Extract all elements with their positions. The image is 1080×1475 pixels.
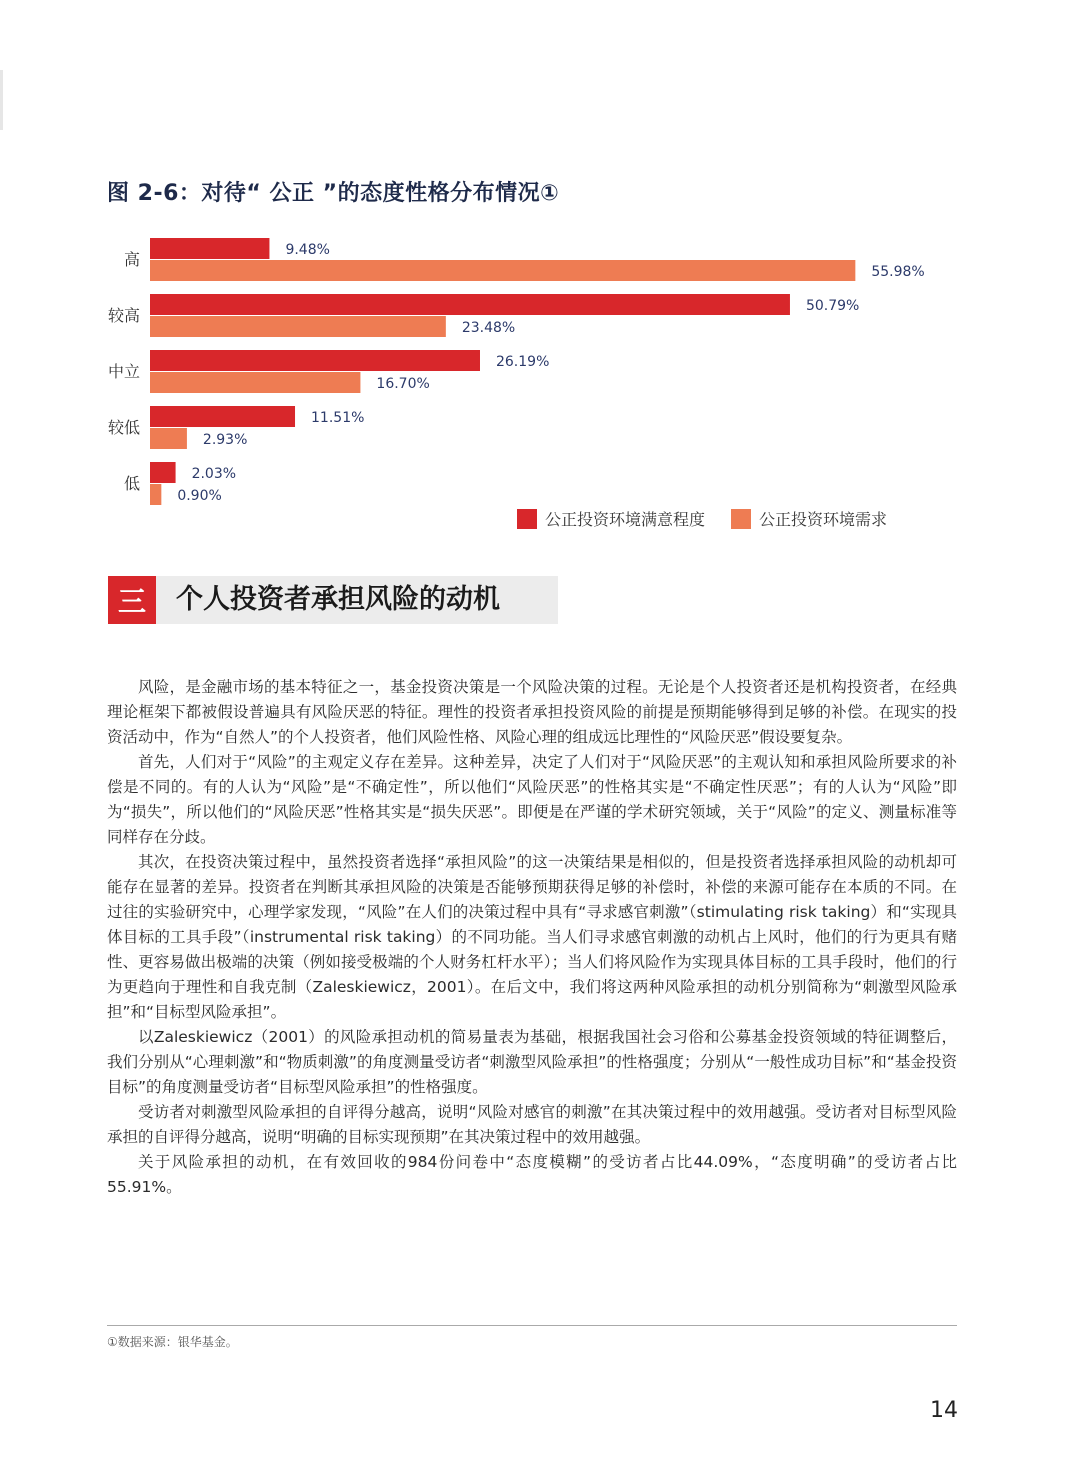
data-label: 2.93% (202, 432, 248, 448)
bar-satisfaction (150, 350, 480, 371)
footnote-divider (107, 1325, 957, 1326)
data-label: 26.19% (495, 354, 550, 370)
paragraph: 关于风险承担的动机，在有效回收的984份问卷中“态度模糊”的受访者占比44.09%，“态度明确”的受访者占比55.91%。 (107, 1153, 957, 1196)
category-label: 中立 (107, 362, 140, 381)
body-text (107, 675, 957, 1200)
footnote: ①数据来源：银华基金。 (107, 1335, 238, 1349)
paragraph: 风险，是金融市场的基本特征之一，基金投资决策是一个风险决策的过程。无论是个人投资者还是机构投资者，在经典理论框架下都被假设普遍具有风险厌恶的特征。理性的投资者承担投资风险的前提是预期能够得到足够的补偿。在现实的投资活动中，作为“自然人”的个人投资者，他们风险性格、风险心理的组成远比理性的“风险厌恶”假设要复杂。 (107, 678, 957, 746)
data-label: 16.70% (376, 376, 430, 392)
paragraph: 首先，人们对于“风险”的主观定义存在差异。这种差异，决定了人们对于“风险厌恶”的主观认知和承担风险所要求的补偿是不同的。有的人认为“风险”是“不确定性”，所以他们“风险厌恶”的性格其实是“不确定性厌恶”；有的人认为“风险”即为“损失”，所以他们的“风险厌恶”性格其实是“损失厌恶”。即便是在严谨的学术研究领域，关于“风险”的定义、测量标准等同样存在分歧。 (107, 753, 957, 846)
bar-satisfaction (150, 462, 176, 483)
category-label: 高 (123, 250, 140, 269)
paragraph: 受访者对刺激型风险承担的自评得分越高，说明“风险对感官的刺激”在其决策过程中的效用越强。受访者对目标型风险承担的自评得分越高，说明“明确的目标实现预期”在其决策过程中的效用越强。 (107, 1103, 957, 1146)
legend-label-demand: 公正投资环境需求 (759, 510, 888, 529)
legend-item-satisfaction (517, 507, 705, 530)
bar-demand (150, 372, 360, 393)
legend-swatch-demand (731, 509, 751, 529)
data-label: 11.51% (311, 410, 365, 426)
page-number: 14 (930, 1398, 958, 1423)
data-label: 0.90% (177, 488, 222, 504)
data-label: 50.79% (805, 298, 860, 314)
section-header (108, 576, 558, 624)
bar-chart (100, 230, 950, 505)
bar-satisfaction (150, 238, 269, 259)
chart-legend (517, 507, 913, 530)
category-label: 较高 (107, 306, 140, 325)
data-label: 2.03% (191, 466, 237, 482)
legend-swatch-satisfaction (517, 509, 537, 529)
data-label: 23.48% (461, 320, 516, 336)
section-title: 个人投资者承担风险的动机 (176, 584, 500, 615)
figure-title: 图 2-6：对待“ 公正 ”的态度性格分布情况① (107, 181, 560, 206)
bar-demand (150, 260, 855, 281)
page-edge-mark (0, 70, 3, 130)
bar-satisfaction (150, 294, 790, 315)
legend-label-satisfaction: 公正投资环境满意程度 (545, 510, 706, 529)
data-label: 55.98% (871, 264, 925, 280)
paragraph: 以Zaleskiewicz（2001）的风险承担动机的简易量表为基础，根据我国社会习俗和公募基金投资领域的特征调整后，我们分别从“心理刺激”和“物质刺激”的角度测量受访者“刺激型风险承担”的性格强度；分别从“一般性成功目标”和“基金投资目标”的角度测量受访者“目标型风险承担”的性格强度。 (107, 1028, 957, 1096)
bar-demand (150, 316, 446, 337)
section-number: 三 (108, 576, 156, 624)
paragraph: 其次，在投资决策过程中，虽然投资者选择“承担风险”的这一决策结果是相似的，但是投资者选择承担风险的动机却可能存在显著的差异。投资者在判断其承担风险的决策是否能够预期获得足够的补偿时，补偿的来源可能存在本质的不同。在过往的实验研究中，心理学家发现，“风险”在人们的决策过程中具有“寻求感官刺激”（stimulating risk taking）和“实现具体目标的工具手段”（instrumental risk taking）的不同功能。当人们寻求感官刺激的动机占上风时，他们的行为更具有赌性、更容易做出极端的决策（例如接受极端的个人财务杠杆水平）；当人们将风险作为实现具体目标的工具手段时，他们的行为更趋向于理性和自我克制（Zaleskiewicz，2001）。在后文中，我们将这两种风险承担的动机分别简称为“刺激型风险承担”和“目标型风险承担”。 (107, 853, 957, 1021)
bar-satisfaction (150, 406, 295, 427)
bar-demand (150, 484, 161, 505)
category-label: 低 (123, 474, 140, 493)
legend-item-demand (731, 507, 887, 530)
bar-demand (150, 428, 187, 449)
data-label: 9.48% (285, 242, 330, 258)
category-label: 较低 (107, 418, 140, 437)
